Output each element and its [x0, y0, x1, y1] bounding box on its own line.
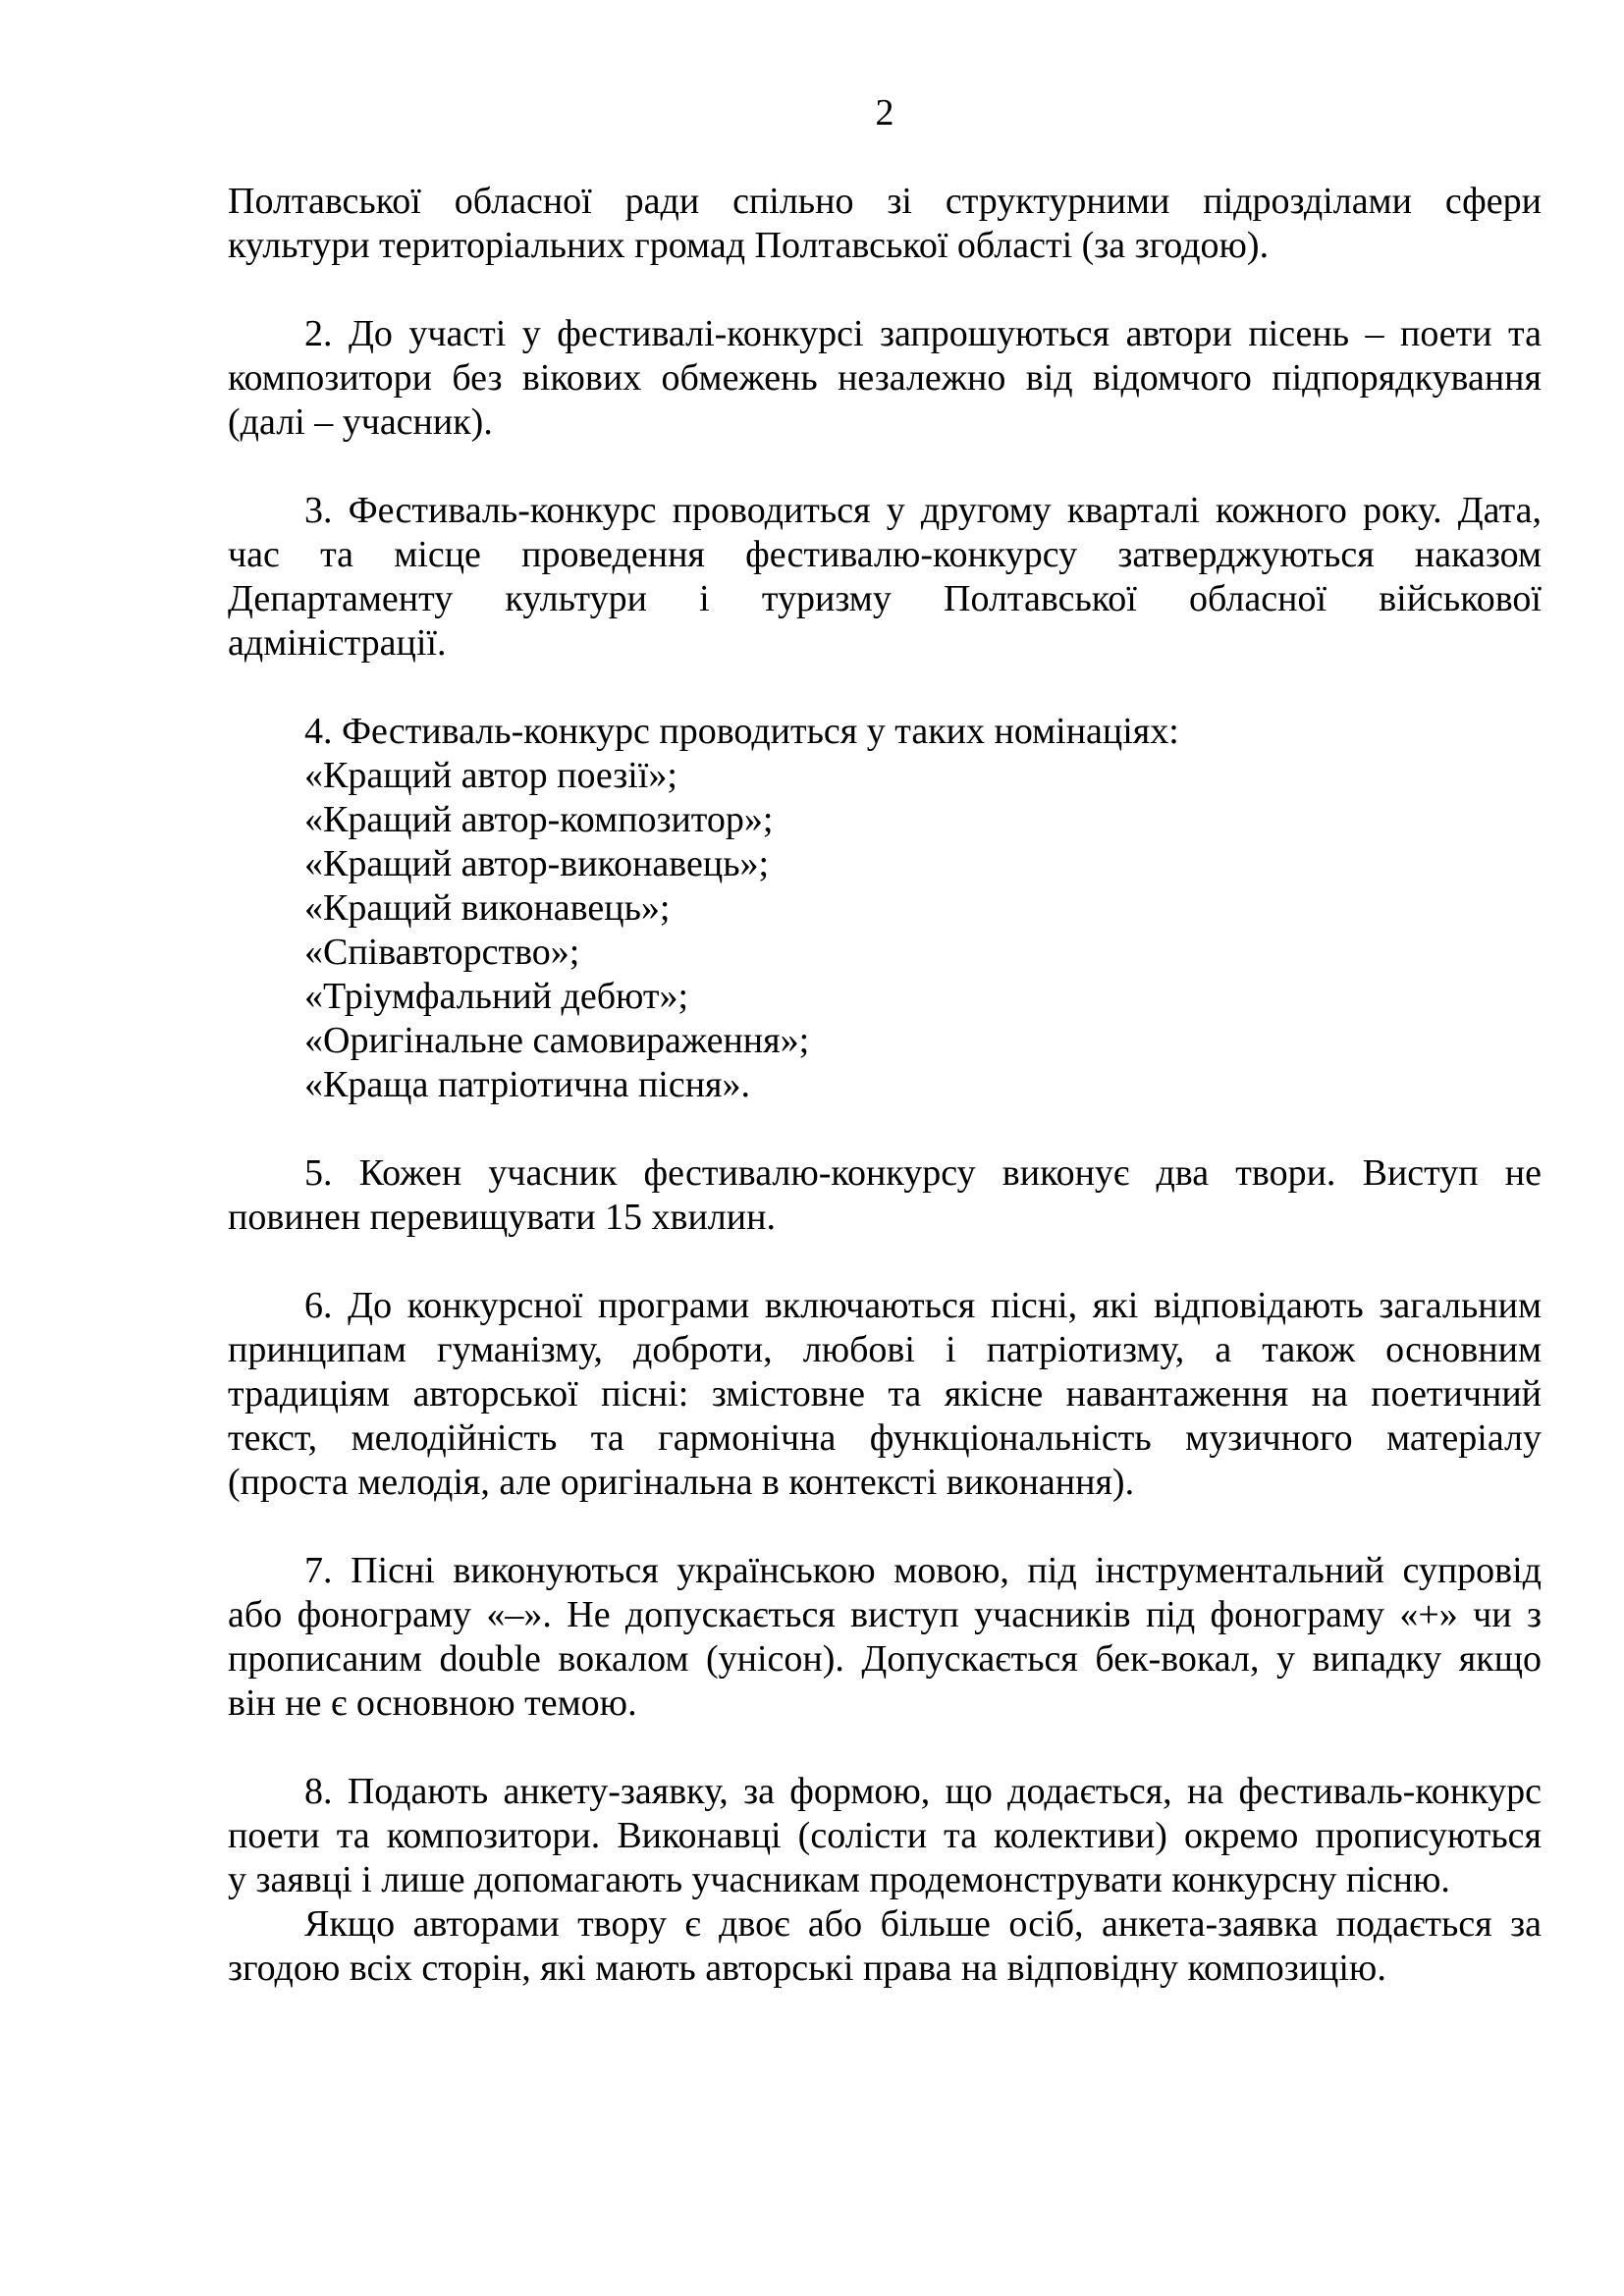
paragraph-line: культури територіальних громад Полтавської області (за згодою). — [228, 225, 1270, 266]
paragraph-item-2 — [228, 312, 1542, 445]
paragraph-line: адміністрації. — [228, 622, 447, 664]
paragraph-line: Якщо авторами твору є двоє або більше осіб, анкета-заявка подається за — [304, 1903, 1542, 1945]
paragraph-item-6 — [228, 1284, 1542, 1505]
paragraph-line: час та місце проведення фестивалю-конкурсу затверджуються наказом — [228, 534, 1542, 575]
nomination-line: «Кращий автор-виконавець»; — [304, 843, 770, 884]
paragraph-line: (проста мелодія, але оригінальна в контексті виконання). — [228, 1462, 1135, 1503]
paragraph-line: традиціям авторської пісні: змістовне та якісне навантаження на поетичний — [228, 1373, 1542, 1415]
paragraph-line: Полтавської обласної ради спільно зі структурними підрозділами сфери — [228, 181, 1542, 222]
nomination-line: «Кращий виконавець»; — [304, 887, 671, 929]
blank-line — [228, 1240, 1542, 1284]
text-column — [228, 91, 1542, 1991]
nomination-line: «Краща патріотична пісня». — [304, 1064, 751, 1105]
paragraph-line: 6. До конкурсної програми включаються пісні, які відповідають загальним — [304, 1285, 1542, 1326]
blank-line — [228, 268, 1542, 312]
paragraph-line: або фонограму «–». Не допускається виступ учасників під фонограму «+» чи з — [228, 1594, 1542, 1635]
paragraph-line: 4. Фестиваль-конкурс проводиться у таких номінаціях: — [304, 711, 1179, 752]
paragraph-line: 5. Кожен учасник фестивалю-конкурсу виконує два твори. Виступ не — [304, 1152, 1542, 1194]
paragraph-line: 3. Фестиваль-конкурс проводиться у другому кварталі кожного року. Дата, — [304, 490, 1542, 531]
paragraph-line: він не є основною темою. — [228, 1682, 637, 1724]
paragraph-line: (далі – учасник). — [228, 401, 493, 443]
blank-line — [228, 135, 1542, 180]
blank-line — [228, 445, 1542, 489]
paragraph-line: 2. До участі у фестивалі-конкурсі запрошуються автори пісень – поети та — [304, 313, 1542, 354]
paragraph-line: згодою всіх сторін, які мають авторські права на відповідну композицію. — [228, 1948, 1386, 1989]
paragraph-line: 7. Пісні виконуються українською мовою, під інструментальний супровід — [304, 1550, 1542, 1591]
paragraph-item-8-continuation — [228, 1902, 1542, 1991]
paragraph-item-4 — [228, 710, 1542, 1107]
paragraph-line: принципам гуманізму, доброти, любові і патріотизму, а також основним — [228, 1329, 1542, 1370]
nomination-line: «Кращий автор поезії»; — [304, 755, 677, 796]
paragraph-line: текст, мелодійність та гармонічна функціональність музичного матеріалу — [228, 1417, 1542, 1459]
paragraph-line: у заявці і лише допомагають учасникам продемонструвати конкурсну пісню. — [228, 1859, 1450, 1900]
paragraph-line: композитори без вікових обмежень незалежно від відомчого підпорядкування — [228, 357, 1542, 399]
paragraph-item-8 — [228, 1770, 1542, 1902]
nomination-line: «Тріумфальний дебют»; — [304, 976, 689, 1017]
page-number: 2 — [875, 92, 894, 133]
paragraph-line: поети та композитори. Виконавці (солісти та колективи) окремо прописуються — [228, 1815, 1542, 1856]
paragraph-line: Департаменту культури і туризму Полтавської обласної військової — [228, 578, 1542, 619]
nomination-line: «Оригінальне самовираження»; — [304, 1020, 810, 1061]
blank-line — [228, 1726, 1542, 1770]
blank-line — [228, 1107, 1542, 1151]
nomination-line: «Співавторство»; — [304, 932, 580, 973]
paragraph-line: 8. Подають анкету-заявку, за формою, що додається, на фестиваль-конкурс — [304, 1771, 1542, 1812]
paragraph-line: прописаним double вокалом (унісон). Допускається бек-вокал, у випадку якщо — [228, 1638, 1542, 1680]
blank-line — [228, 1505, 1542, 1549]
blank-line — [228, 666, 1542, 710]
paragraph-item-3 — [228, 489, 1542, 666]
paragraph-item-7 — [228, 1549, 1542, 1726]
nomination-line: «Кращий автор-композитор»; — [304, 799, 774, 840]
paragraph-continuation — [228, 180, 1542, 268]
paragraph-item-5 — [228, 1151, 1542, 1240]
paragraph-line: повинен перевищувати 15 хвилин. — [228, 1197, 776, 1238]
